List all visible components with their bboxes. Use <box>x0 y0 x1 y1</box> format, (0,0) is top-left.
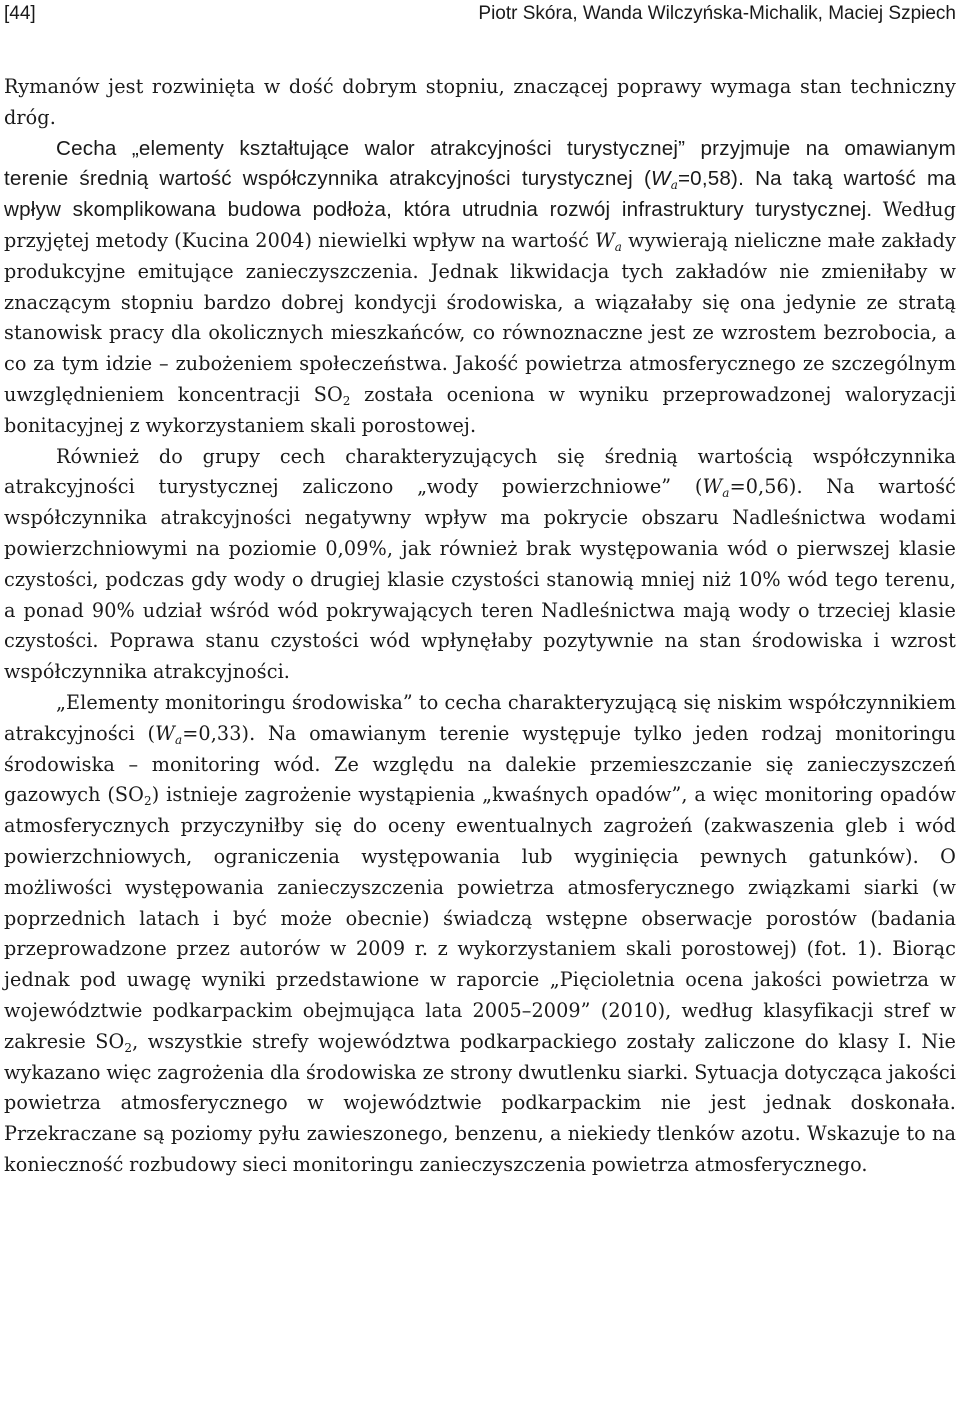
paragraph-2: Cecha „elementy kształtujące walor atrakcyjności turystycznej” przyjmuje na omawianym terenie średnią wartość współczynnika atrakcyjności turystycznej $(W_a=0,58)$. Na taką wartość ma wpływ skomplikowana budowa podłoża, która utrudnia rozwój infrastruktury turystycznej. Według przyjętej metody (Kucina 2004) niewielki wpływ na wartość $W_a$ wywierają nieliczne małe zakłady produkcyjne emitujące zanieczyszczenia. Jednak likwidacja tych zakładów nie zmieniłaby w znaczącym stopniu bardzo dobrej kondycji środowiska, a wiązałaby się ona jedynie ze stratą stanowisk pracy dla okolicznych mieszkańców, co równoznaczne jest ze wzrostem bezrobocia, a co za tym idzie – zubożeniem społeczeństwa. Jakość powietrza atmosferycznego ze szczególnym uwzględnieniem koncentracji $SO_2$ została oceniona w wyniku przeprowadzonej waloryzacji bonitacyjnej z wykorzystaniem skali porostowej. <box>4 136 957 437</box>
paragraph-4: „Elementy monitoringu środowiska” to cecha charakteryzującą się niskim współczynnikiem atrakcyjności $(W_a=0,33)$. Na omawianym terenie występuje tylko jeden rodzaj monitoringu środowiska – monitoring wód. Ze względu na dalekie przemieszczanie się zanieczyszczeń gazowych $(SO_2)$ istnieje zagrożenie wystąpienia „kwaśnych opadów”, a więc monitoring opadów atmosferycznych przyczyniłby się do oceny ewentualnych zagrożeń (zakwaszenia gleb i wód powierzchniowych, ograniczenia występowania lub wyginięcia pewnych gatunków). O możliwości występowania zanieczyszczenia powietrza atmosferycznego związkami siarki (w poprzednich latach i być może obecnie) świadczą wstępne obserwacje porostów (badania przeprowadzone przez autorów w 2009 r. z wykorzystaniem skali porostowej) (fot. 1). Biorąc jednak pod uwagę wyniki przedstawione w raporcie „Pięcioletnia ocena jakości powietrza w województwie podkarpackim obejmująca lata 2005–2009” (2010), według klasyfikacji stref w zakresie $SO_2$, wszystkie strefy województwa podkarpackiego zostały zaliczone do klasy I. Nie wykazano więc zagrożenia dla środowiska ze strony dwutlenku siarki. Sytuacja dotycząca jakości powietrza atmosferycznego w województwie podkarpackim nie jest jednak doskonała. Przekraczane są poziomy pyłu zawieszonego, benzenu, a niekiedy tlenków azotu. Wskazuje to na konieczność rozbudowy sieci monitoringu zanieczyszczenia powietrza atmosferycznego. <box>4 690 956 1176</box>
body-text <box>4 72 956 1181</box>
document-page <box>4 0 957 1176</box>
running-header <box>4 0 956 32</box>
page-number: [44] <box>4 3 36 24</box>
header-authors: Piotr Skóra, Wanda Wilczyńska-Michalik, Maciej Szpiech <box>478 3 956 24</box>
paragraph-3: Również do grupy cech charakteryzujących się średnią wartością współczynnika atrakcyjności turystycznej zaliczono „wody powierzchniowe” $(W_a=0,56)$. Na wartość współczynnika atrakcyjności negatywny wpływ ma pokrycie obszaru Nadleśnictwa wodami powierzchniowymi na poziomie 0,09%, jak również brak występowania wód o pierwszej klasie czystości, podczas gdy wody o drugiej klasie czystości stanowią mniej niż 10% wód tego terenu, a ponad 90% udział wśród wód pokrywających teren Nadleśnictwa mają wody o trzeciej klasie czystości. Poprawa stanu czystości wód wpłynęłaby pozytywnie na stan środowiska i wzrost współczynnika atrakcyjności. <box>4 444 956 684</box>
paragraph-1: Rymanów jest rozwinięta w dość dobrym stopniu, znaczącej poprawy wymaga stan techniczny dróg. <box>4 75 956 129</box>
